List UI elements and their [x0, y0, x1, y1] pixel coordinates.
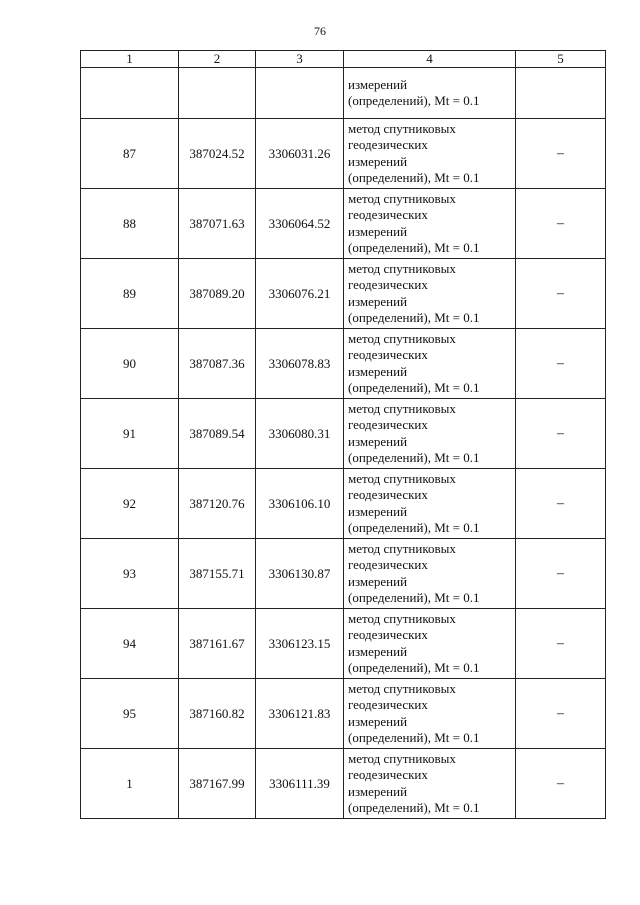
- method-line: геодезических: [348, 487, 428, 502]
- method-line: метод спутниковых: [348, 750, 456, 766]
- cell-method: [344, 189, 516, 259]
- cell-y: 3306064.52: [256, 189, 344, 259]
- page-number: 76: [314, 24, 326, 38]
- cell-point: 1: [81, 749, 179, 819]
- method-line: измерений: [348, 573, 408, 589]
- cell-x: 387161.67: [179, 609, 256, 679]
- table-row: [81, 539, 606, 609]
- cell-note: –: [516, 609, 606, 679]
- method-line: измерений: [348, 293, 408, 309]
- method-line: метод спутниковых: [348, 400, 456, 416]
- method-line: (определений), Mt = 0.1: [348, 380, 480, 395]
- cell-point: 92: [81, 469, 179, 539]
- method-line: метод спутниковых: [348, 260, 456, 276]
- cell-y: 3306123.15: [256, 609, 344, 679]
- table-row: [81, 749, 606, 819]
- method-line: геодезических: [348, 417, 428, 432]
- method-line: геодезических: [348, 767, 428, 782]
- cell-note: –: [516, 119, 606, 189]
- cell-method: [344, 679, 516, 749]
- method-line: измерений: [348, 223, 408, 239]
- cell-note: –: [516, 679, 606, 749]
- cell-point: 95: [81, 679, 179, 749]
- cell-method: [344, 539, 516, 609]
- column-header-3: 3: [256, 51, 344, 68]
- table-header-row: [81, 51, 606, 68]
- method-line: измерений: [348, 503, 408, 519]
- method-line: (определений), Mt = 0.1: [348, 170, 480, 185]
- cell-method: [344, 749, 516, 819]
- cell-point: 89: [81, 259, 179, 329]
- cell-x: 387160.82: [179, 679, 256, 749]
- method-line: (определений), Mt = 0.1: [348, 730, 480, 745]
- table-row: [81, 399, 606, 469]
- method-line: (определений), Mt = 0.1: [348, 520, 480, 535]
- method-line: геодезических: [348, 207, 428, 222]
- column-header-4: 4: [344, 51, 516, 68]
- cell-y: 3306076.21: [256, 259, 344, 329]
- continuation-row: [81, 68, 606, 119]
- method-line: (определений), Mt = 0.1: [348, 660, 480, 675]
- cell-x: 387167.99: [179, 749, 256, 819]
- method-line: (определений), Mt = 0.1: [348, 800, 480, 815]
- method-line: измерений: [348, 713, 408, 729]
- cell-y: 3306080.31: [256, 399, 344, 469]
- method-line: измерений: [348, 433, 408, 449]
- cell-note: –: [516, 259, 606, 329]
- cell-point: [81, 68, 179, 119]
- cell-method: [344, 259, 516, 329]
- method-line: геодезических: [348, 627, 428, 642]
- table-row: [81, 469, 606, 539]
- cell-method: [344, 68, 516, 119]
- method-line: измерений: [348, 643, 408, 659]
- column-header-1: 1: [81, 51, 179, 68]
- method-line: измерений: [348, 153, 408, 169]
- cell-y: 3306031.26: [256, 119, 344, 189]
- table-row: [81, 189, 606, 259]
- cell-note: –: [516, 539, 606, 609]
- coordinates-table: [80, 50, 606, 819]
- cell-x: 387120.76: [179, 469, 256, 539]
- method-line: (определений), Mt = 0.1: [348, 590, 480, 605]
- method-line: геодезических: [348, 697, 428, 712]
- cell-x: [179, 68, 256, 119]
- cell-x: 387024.52: [179, 119, 256, 189]
- cell-y: [256, 68, 344, 119]
- cell-point: 87: [81, 119, 179, 189]
- cell-y: 3306078.83: [256, 329, 344, 399]
- cell-x: 387089.20: [179, 259, 256, 329]
- cell-method: [344, 469, 516, 539]
- method-line: метод спутниковых: [348, 680, 456, 696]
- cell-point: 91: [81, 399, 179, 469]
- cell-note: –: [516, 469, 606, 539]
- cell-x: 387071.63: [179, 189, 256, 259]
- method-line: (определений), Mt = 0.1: [348, 310, 480, 325]
- method-line: измерений: [348, 363, 408, 379]
- column-header-2: 2: [179, 51, 256, 68]
- cell-note: [516, 68, 606, 119]
- cell-method: [344, 399, 516, 469]
- cell-point: 94: [81, 609, 179, 679]
- method-line: метод спутниковых: [348, 610, 456, 626]
- cell-point: 93: [81, 539, 179, 609]
- method-line: геодезических: [348, 557, 428, 572]
- cell-method: [344, 609, 516, 679]
- table-row: [81, 679, 606, 749]
- cell-note: –: [516, 189, 606, 259]
- method-line: (определений), Mt = 0.1: [348, 240, 480, 255]
- cell-x: 387087.36: [179, 329, 256, 399]
- method-line: геодезических: [348, 137, 428, 152]
- method-line: (определений), Mt = 0.1: [348, 450, 480, 465]
- method-line: геодезических: [348, 277, 428, 292]
- method-line: геодезических: [348, 347, 428, 362]
- cell-y: 3306130.87: [256, 539, 344, 609]
- table-row: [81, 329, 606, 399]
- column-header-5: 5: [516, 51, 606, 68]
- cell-x: 387089.54: [179, 399, 256, 469]
- table-row: [81, 259, 606, 329]
- method-line: измерений: [348, 783, 408, 799]
- cell-y: 3306106.10: [256, 469, 344, 539]
- method-line: метод спутниковых: [348, 120, 456, 136]
- cell-method: [344, 329, 516, 399]
- cell-y: 3306121.83: [256, 679, 344, 749]
- method-line: метод спутниковых: [348, 330, 456, 346]
- cell-method: [344, 119, 516, 189]
- cell-point: 90: [81, 329, 179, 399]
- cell-y: 3306111.39: [256, 749, 344, 819]
- method-line: (определений), Mt = 0.1: [348, 93, 480, 108]
- cell-note: –: [516, 749, 606, 819]
- table-row: [81, 119, 606, 189]
- table-row: [81, 609, 606, 679]
- method-line: метод спутниковых: [348, 540, 456, 556]
- method-line: метод спутниковых: [348, 470, 456, 486]
- method-line: измерений: [348, 76, 408, 92]
- method-line: метод спутниковых: [348, 190, 456, 206]
- cell-x: 387155.71: [179, 539, 256, 609]
- cell-point: 88: [81, 189, 179, 259]
- cell-note: –: [516, 329, 606, 399]
- cell-note: –: [516, 399, 606, 469]
